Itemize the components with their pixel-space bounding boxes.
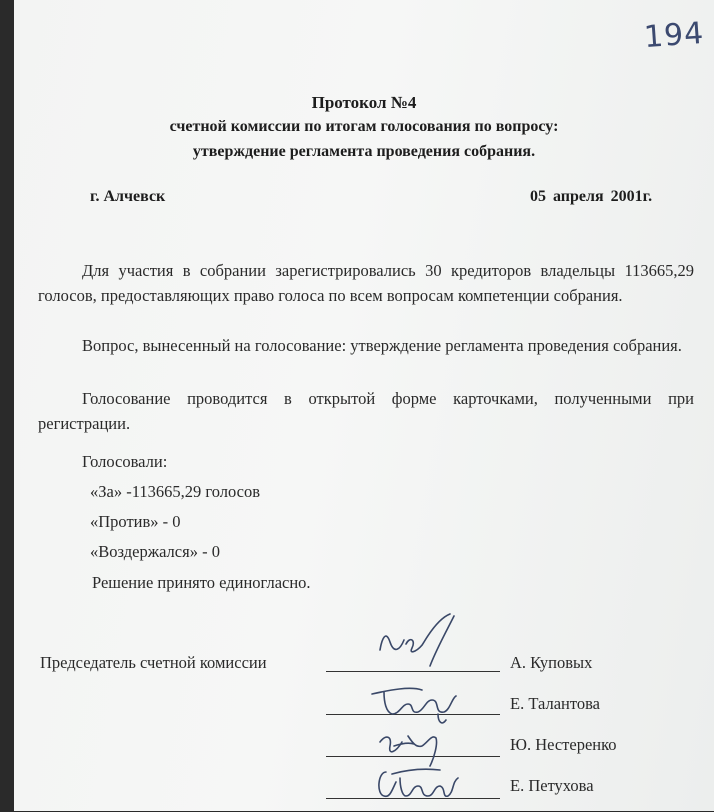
handwritten-signature <box>350 610 480 670</box>
decision: Решение принято единогласно. <box>92 573 311 592</box>
vote-for: «За» -113665,29 голосов <box>90 482 260 501</box>
signatory-name: Ю. Нестеренко <box>510 735 617 754</box>
signatory-name: Е. Петухова <box>510 776 594 795</box>
vote-against: «Против» - 0 <box>90 512 181 531</box>
paragraph-voting-form: Голосование проводится в открытой форме карточками, полученными при регистрации. <box>38 389 694 433</box>
voting-heading: Голосовали: <box>82 452 168 471</box>
vote-abstain: «Воздержался» - 0 <box>90 542 220 561</box>
protocol-subtitle-1: счетной комиссии по итогам голосования по вопросу: <box>169 118 559 135</box>
signatory-name: Е. Талантова <box>510 694 600 713</box>
page-number: 194 <box>642 15 706 56</box>
protocol-subtitle-2: утверждение регламента проведения собрания. <box>192 143 536 160</box>
paragraph-question: Вопрос, вынесенный на голосование: утверждение регламента проведения собрания. <box>82 336 682 355</box>
date: 05 апреля 2001г. <box>530 188 653 205</box>
signatory-name: А. Куповых <box>510 653 593 672</box>
protocol-title: Протокол №4 <box>311 93 417 112</box>
paragraph-registration: Для участия в собрании зарегистрировались 30 кредиторов владельцы 113665,29 голосов, предоставляющих право голоса по всем вопросам компетенции собрания. <box>38 261 694 305</box>
place: г. Алчевск <box>90 188 166 205</box>
handwritten-signature <box>350 752 480 812</box>
chair-label: Председатель счетной комиссии <box>40 653 267 672</box>
